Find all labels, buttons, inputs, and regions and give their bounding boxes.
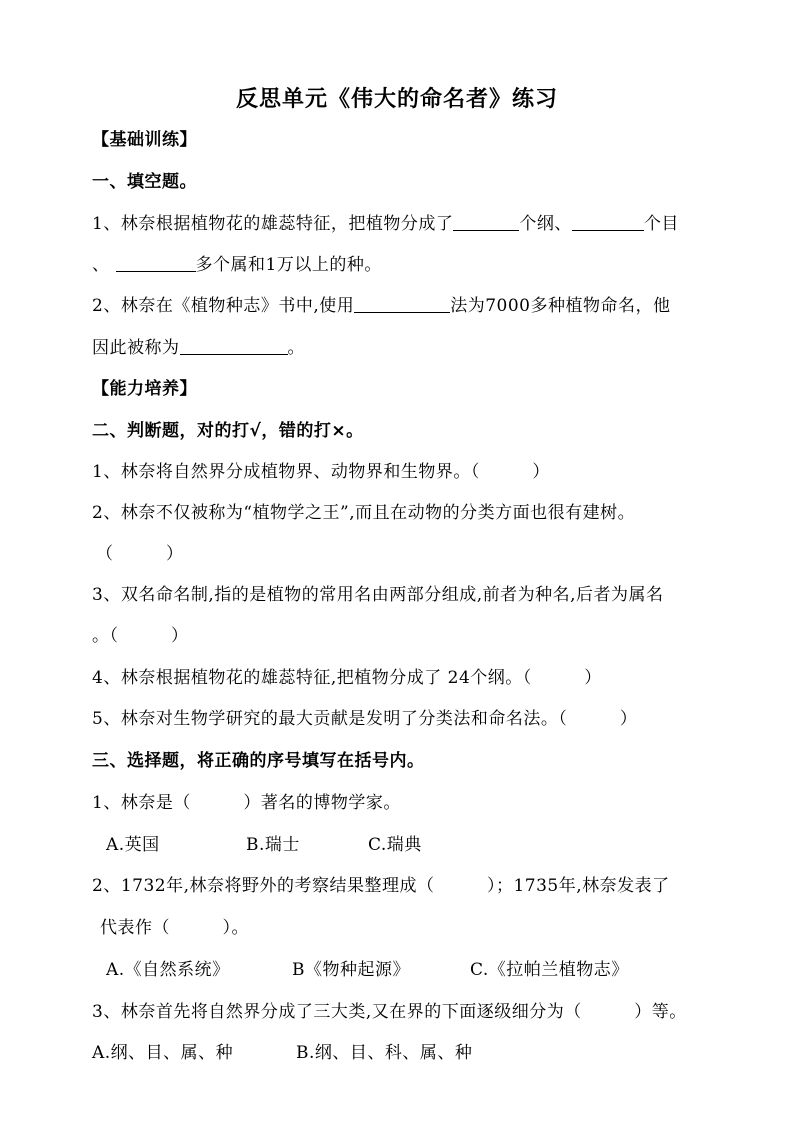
part2-q5: 5、林奈对生物学研究的最大贡献是发明了分类法和命名法。（ ） (92, 709, 638, 729)
part3-q2-option-c[interactable]: C.《拉帕兰植物志》 (470, 960, 629, 980)
part3-q3-option-b[interactable]: B.纲、目、科、属、种 (296, 1043, 473, 1063)
part2-q2-line1: 2、林奈不仅被称为“植物学之王”,而且在动物的分类方面也很有建树。 (92, 503, 636, 523)
page-title: 反思单元《伟大的命名者》练习 (235, 87, 558, 112)
part1-q1-text-c: 个目 (643, 214, 679, 234)
part1-q1-text-b: 个纲、 (519, 214, 572, 234)
part2-q4: 4、林奈根据植物花的雄蕊特征,把植物分成了 24个纲。（ ） (92, 668, 602, 688)
section-ability-heading: 【能力培养】 (92, 379, 197, 399)
part1-q2-line1 (92, 294, 712, 318)
part1-q2-line2 (92, 336, 712, 360)
part1-q1-blank-3[interactable] (116, 253, 196, 272)
part1-q2-text-b: 法为7000多种植物命名，他 (450, 296, 671, 316)
part3-q1-option-c[interactable]: C.瑞典 (368, 835, 422, 855)
part1-q1-line1 (92, 212, 712, 236)
part1-q2-text-c: 因此被称为 (92, 338, 180, 358)
part3-q3-stem: 3、林奈首先将自然界分成了三大类,又在界的下面逐级细分为（ ）等。 (92, 1002, 687, 1022)
part3-q1-option-b[interactable]: B.瑞士 (246, 835, 300, 855)
part1-q1-text-d: 、 (92, 255, 110, 275)
part1-q1-blank-1[interactable] (453, 212, 519, 231)
part1-q2-text-d: 。 (287, 338, 305, 358)
part2-q2-answer-paren[interactable]: （ ） (96, 544, 184, 564)
part3-q2-stem-line1: 2、1732年,林奈将野外的考察结果整理成（ ）；1735年,林奈发表了 (92, 876, 670, 896)
part3-heading: 三、选择题，将正确的序号填写在括号内。 (92, 751, 425, 771)
part3-q2-option-b[interactable]: B《物种起源》 (292, 960, 410, 980)
part1-q1-line2 (92, 253, 712, 277)
part1-q1-text-e: 多个属和1万以上的种。 (195, 255, 382, 275)
section-basic-heading: 【基础训练】 (92, 130, 197, 150)
part1-heading: 一、填空题。 (92, 172, 197, 192)
part3-q3-option-a[interactable]: A.纲、目、属、种 (92, 1043, 234, 1063)
part2-q3-line2: 。（ ） (92, 626, 189, 646)
part1-q1-text-a: 1、林奈根据植物花的雄蕊特征，把植物分成了 (92, 214, 454, 234)
part3-q1-option-a[interactable]: A.英国 (106, 835, 160, 855)
part3-q2-option-a[interactable]: A.《自然系统》 (106, 960, 230, 980)
part1-q2-blank-1[interactable] (354, 294, 450, 313)
part1-q2-text-a: 2、林奈在《植物种志》书中,使用 (92, 296, 355, 316)
part1-q2-blank-2[interactable] (180, 336, 288, 355)
part2-heading: 二、判断题，对的打√，错的打×。 (92, 421, 364, 441)
part3-q2-stem-line2: 代表作（ ）。 (100, 918, 249, 938)
part1-q1-blank-2[interactable] (572, 212, 644, 231)
part3-q1-stem: 1、林奈是（ ）著名的博物学家。 (92, 793, 401, 813)
part2-q1: 1、林奈将自然界分成植物界、动物界和生物界。（ ） (92, 462, 550, 482)
part2-q3-line1: 3、双名命名制,指的是植物的常用名由两部分组成,前者为种名,后者为属名 (92, 585, 664, 605)
